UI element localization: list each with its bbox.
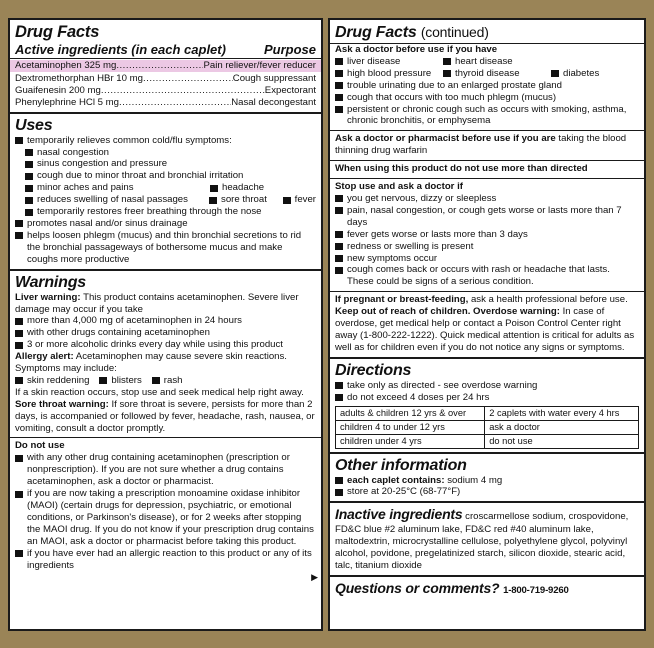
questions-section [330, 577, 644, 603]
ingredient-name: Phenylephrine HCl 5 mg [15, 96, 119, 108]
allergy-items: skin reddening blisters rash [15, 375, 316, 387]
when-using-section [330, 161, 644, 179]
stop-use-item: fever gets worse or lasts more than 3 days [335, 229, 639, 241]
uses-item: temporarily restores freer breathing through the nose [25, 206, 316, 218]
bullet-icon [335, 82, 343, 89]
drug-facts-continued-title: Drug Facts (continued) [330, 23, 644, 44]
bullet-icon [15, 377, 23, 384]
ingredient-purpose: Nasal decongestant [231, 96, 316, 108]
liver-item: with other drugs containing acetaminophen [15, 327, 316, 339]
bullet-icon [335, 58, 343, 65]
directions-title: Directions [335, 361, 412, 379]
bullet-icon [25, 209, 33, 216]
phone-number: 1-800-719-9260 [503, 585, 569, 596]
bullet-icon [335, 255, 343, 262]
ai-header-label: Active ingredients (in each caplet) [15, 42, 226, 57]
other-information-title: Other information [335, 456, 467, 474]
bullet-icon [335, 489, 343, 496]
table-row: children under 4 yrs do not use [336, 434, 639, 448]
ask-doctor-item: persistent or chronic cough such as occurs with smoking, asthma, chronic bronchitis, or emphysema [335, 104, 639, 128]
leader-dots [101, 85, 265, 97]
inactive-ingredients-section [330, 503, 644, 577]
active-ingredients-header [10, 42, 321, 59]
bullet-icon [335, 267, 343, 274]
leader-dots [116, 60, 203, 72]
bullet-icon [443, 70, 451, 77]
table-row: adults & children 12 yrs & over 2 caplets with water every 4 hrs [336, 406, 639, 420]
bullet-icon [25, 197, 33, 204]
other-information-section [330, 454, 644, 504]
liver-item: 3 or more alcoholic drinks every day while using this product [15, 339, 316, 351]
uses-intro: temporarily relieves common cold/flu symptoms: [15, 135, 316, 147]
stop-use-section [330, 179, 644, 292]
directions-item: take only as directed - see overdose warning [335, 380, 639, 392]
bullet-icon [99, 377, 107, 384]
ask-doctor-row: high blood pressure thyroid disease diabetes [335, 68, 639, 80]
other-info-item: store at 20-25°C (68-77°F) [335, 486, 639, 498]
ingredient-name: Dextromethorphan HBr 10 mg [15, 72, 143, 84]
ingredient-row [15, 85, 316, 97]
bullet-icon [15, 491, 23, 498]
uses-title: Uses [15, 116, 53, 134]
bullet-icon [335, 70, 343, 77]
warnings-section [10, 271, 321, 439]
bullet-icon [335, 207, 343, 214]
ask-doctor-item: trouble urinating due to an enlarged prostate gland [335, 80, 639, 92]
uses-item: nasal congestion [25, 147, 316, 159]
continue-arrow-icon: ▶ [311, 572, 318, 583]
bullet-icon [15, 137, 23, 144]
uses-item-row: reduces swelling of nasal passages sore throat fever [25, 194, 316, 206]
ask-doctor-item: cough that occurs with too much phlegm (mucus) [335, 92, 639, 104]
bullet-icon [25, 173, 33, 180]
stop-use-item: redness or swelling is present [335, 241, 639, 253]
ask-doctor-section [330, 20, 644, 131]
ingredient-purpose: Cough suppressant [232, 72, 316, 84]
uses-item: helps loosen phlegm (mucus) and thin bronchial secretions to rid the bronchial passageways of bothersome mucus and make coughs more productive [15, 230, 316, 266]
ingredient-row [15, 97, 316, 109]
ask-pharmacist-text: Ask a doctor or pharmacist before use if you are taking the blood thinning drug warfarin [335, 133, 627, 157]
bullet-icon [25, 161, 33, 168]
bullet-icon [335, 477, 343, 484]
do-not-use-section [10, 438, 321, 588]
bullet-icon [15, 220, 23, 227]
pregnancy-overdose-section [330, 292, 644, 359]
bullet-icon [551, 70, 559, 77]
allergy-alert: Allergy alert: Acetaminophen may cause severe skin reactions. Symptoms may include: [15, 351, 287, 375]
ingredient-name: Acetaminophen 325 mg [15, 60, 117, 71]
bullet-icon [15, 330, 23, 337]
directions-section [330, 359, 644, 454]
bullet-icon [15, 455, 23, 462]
bullet-icon [283, 197, 291, 204]
ingredient-purpose: Pain reliever/fever reducer [203, 60, 316, 71]
stop-use-item: cough comes back or occurs with rash or headache that lasts. These could be signs of a serious condition. [335, 264, 639, 288]
do-not-use-item: with any other drug containing acetaminophen (prescription or nonprescription). If you are not sure whether a drug contains acetaminophen, ask a doctor or pharmacist. [15, 452, 316, 488]
uses-item: cough due to minor throat and bronchial irritation [25, 170, 316, 182]
stop-use-item: pain, nasal congestion, or cough gets worse or lasts more than 7 days [335, 205, 639, 229]
bullet-icon [443, 58, 451, 65]
stop-use-item: new symptoms occur [335, 253, 639, 265]
ingredient-purpose: Expectorant [264, 84, 316, 96]
ingredient-row [10, 60, 321, 72]
do-not-use-item: if you have ever had an allergic reaction to this product or any of its ingredients [15, 548, 316, 572]
directions-item: do not exceed 4 doses per 24 hrs [335, 392, 639, 404]
do-not-use-title: Do not use [15, 440, 65, 452]
bullet-icon [335, 231, 343, 238]
ingredient-row [15, 73, 316, 85]
warnings-title: Warnings [15, 273, 87, 291]
questions-line: Questions or comments? 1-800-719-9260 [335, 580, 569, 596]
bullet-icon [15, 232, 23, 239]
when-using-text: When using this product do not use more than directed [335, 163, 588, 175]
ask-pharmacist-section [330, 131, 644, 161]
bullet-icon [15, 550, 23, 557]
other-info-item: each caplet contains: sodium 4 mg [335, 475, 639, 487]
do-not-use-item: if you are now taking a prescription monoamine oxidase inhibitor (MAOI) (certain drugs for depression, psychiatric, or emotional conditions, or Parkinson's disease), or for 2 weeks after stopping the MAOI drug. If you do not know if your prescription drug contains an MAOI, ask a doctor or pharmacist before taking this product. [15, 488, 316, 548]
bullet-icon [209, 197, 217, 204]
bullet-icon [15, 318, 23, 325]
liver-warning: Liver warning: This product contains acetaminophen. Severe liver damage may occur if you take [15, 291, 299, 315]
dosing-table [335, 406, 639, 449]
bullet-icon [335, 94, 343, 101]
bullet-icon [335, 106, 343, 113]
uses-section [10, 114, 321, 271]
ask-doctor-title: Ask a doctor before use if you have [335, 44, 498, 55]
pregnancy-text: If pregnant or breast-feeding, ask a health professional before use. [335, 294, 628, 306]
drug-facts-title: Drug Facts [15, 23, 100, 41]
inactive-ingredients-text: Inactive ingredients croscarmellose sodium, crospovidone, FD&C blue #2 aluminum lake, FD&C red #40 aluminum lake, maltodextrin, microcrystalline cellulose, polyethylene glycol, polyvinyl alcohol, povidone, pregelatinized starch, silicon dioxide, stearic acid, talc, titanium dioxide [335, 506, 629, 572]
stop-use-title: Stop use and ask a doctor if [335, 181, 463, 193]
bullet-icon [335, 195, 343, 202]
stop-use-item: you get nervous, dizzy or sleepless [335, 193, 639, 205]
allergy-after: If a skin reaction occurs, stop use and seek medical help right away. [15, 386, 304, 398]
uses-item-row: minor aches and pains headache [25, 182, 316, 194]
sore-throat-warning: Sore throat warning: If sore throat is severe, persists for more than 2 days, is accompanied or followed by fever, headache, rash, nausea, or vomiting, consult a doctor promptly. [15, 398, 315, 434]
leader-dots [119, 97, 231, 109]
uses-item: sinus congestion and pressure [25, 158, 316, 170]
bullet-icon [152, 377, 160, 384]
bullet-icon [25, 185, 33, 192]
ask-doctor-row: liver disease heart disease [335, 56, 639, 68]
bullet-icon [25, 149, 33, 156]
purpose-header-label: Purpose [263, 42, 316, 57]
bullet-icon [210, 185, 218, 192]
liver-item: more than 4,000 mg of acetaminophen in 24 hours [15, 315, 316, 327]
bullet-icon [15, 342, 23, 349]
drug-facts-right-panel [328, 18, 646, 631]
table-row: children 4 to under 12 yrs ask a doctor [336, 420, 639, 434]
drug-facts-left-panel [8, 18, 323, 631]
overdose-warning: Keep out of reach of children. Overdose warning: In case of overdose, get medical help or contact a Poison Control Center right away (1-800-222-1222). Quick medical attention is critical for adults as well as for children even if you do not notice any signs or symptoms. [335, 306, 635, 353]
bullet-icon [335, 243, 343, 250]
ingredient-name: Guaifenesin 200 mg [15, 84, 101, 96]
leader-dots [143, 73, 233, 85]
uses-item: promotes nasal and/or sinus drainage [15, 218, 316, 230]
active-ingredients-section [10, 20, 321, 114]
bullet-icon [335, 382, 343, 389]
bullet-icon [335, 394, 343, 401]
